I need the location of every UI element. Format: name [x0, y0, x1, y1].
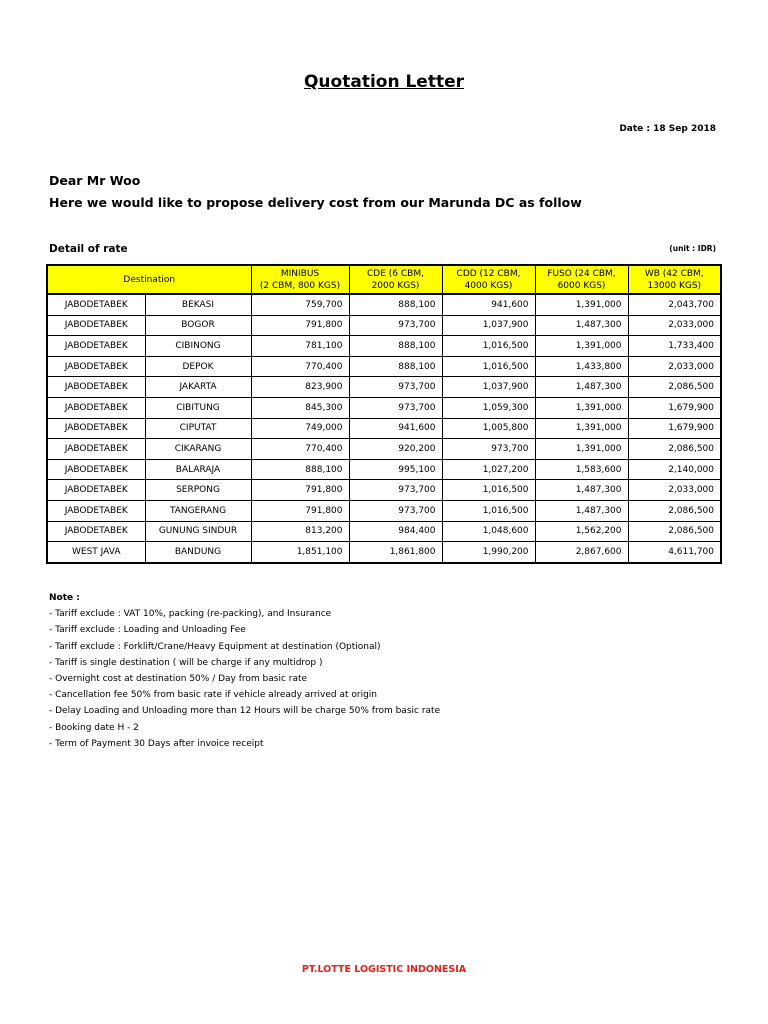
rate-cell: 1,679,900 [628, 418, 721, 439]
note-item: - Booking date H - 2 [49, 722, 139, 733]
rate-cell: 1,990,200 [442, 542, 535, 563]
city-cell: DEPOK [145, 356, 251, 377]
table-row [47, 294, 721, 315]
rate-cell: 1,487,300 [535, 480, 628, 501]
rate-cell: 770,400 [251, 356, 349, 377]
rate-cell: 791,800 [251, 500, 349, 521]
table-row [47, 480, 721, 501]
rate-cell: 1,861,800 [349, 542, 442, 563]
header-wb: WB (42 CBM, 13000 KGS) [628, 265, 721, 294]
note-item: - Overnight cost at destination 50% / Day from basic rate [49, 674, 308, 685]
table-row [47, 542, 721, 563]
note-item: - Term of Payment 30 Days after invoice receipt [49, 738, 264, 749]
region-cell: JABODETABEK [47, 336, 145, 357]
rate-cell: 1,487,300 [535, 315, 628, 336]
rate-cell: 1,005,800 [442, 418, 535, 439]
rate-table [46, 264, 722, 564]
rate-cell: 1,433,800 [535, 356, 628, 377]
table-row [47, 315, 721, 336]
note-item: - Delay Loading and Unloading more than 12 Hours will be charge 50% from basic rate [49, 706, 441, 717]
table-row [47, 397, 721, 418]
note-item: - Tariff exclude : VAT 10%, packing (re-packing), and Insurance [49, 609, 332, 620]
rate-cell: 1,583,600 [535, 459, 628, 480]
unit-label: (unit : IDR) [669, 244, 716, 253]
region-cell: JABODETABEK [47, 377, 145, 398]
table-header-row [47, 265, 721, 294]
region-cell: JABODETABEK [47, 418, 145, 439]
company-footer: PT.LOTTE LOGISTIC INDONESIA [301, 964, 467, 975]
rate-cell: 984,400 [349, 521, 442, 542]
rate-cell: 973,700 [349, 377, 442, 398]
rate-cell: 759,700 [251, 294, 349, 315]
rate-cell: 2,033,000 [628, 315, 721, 336]
table-row [47, 356, 721, 377]
rate-cell: 2,086,500 [628, 521, 721, 542]
rate-cell: 2,086,500 [628, 500, 721, 521]
rate-cell: 749,000 [251, 418, 349, 439]
table-row [47, 459, 721, 480]
rate-cell: 2,086,500 [628, 377, 721, 398]
rate-cell: 1,562,200 [535, 521, 628, 542]
detail-of-rate-label: Detail of rate [49, 243, 128, 255]
note-title: Note : [49, 593, 80, 603]
rate-cell: 2,086,500 [628, 439, 721, 460]
city-cell: JAKARTA [145, 377, 251, 398]
city-cell: CIKARANG [145, 439, 251, 460]
region-cell: JABODETABEK [47, 397, 145, 418]
header-minibus: MINIBUS (2 CBM, 800 KGS) [251, 265, 349, 294]
rate-cell: 888,100 [349, 356, 442, 377]
table-row [47, 439, 721, 460]
table-row [47, 336, 721, 357]
rate-cell: 2,140,000 [628, 459, 721, 480]
rate-cell: 2,033,000 [628, 480, 721, 501]
rate-cell: 4,611,700 [628, 542, 721, 563]
rate-cell: 2,867,600 [535, 542, 628, 563]
rate-cell: 1,391,000 [535, 397, 628, 418]
city-cell: BEKASI [145, 294, 251, 315]
rate-cell: 1,733,400 [628, 336, 721, 357]
notes-section [49, 590, 440, 752]
rate-cell: 1,037,900 [442, 315, 535, 336]
city-cell: BANDUNG [145, 542, 251, 563]
rate-cell: 845,300 [251, 397, 349, 418]
city-cell: BALARAJA [145, 459, 251, 480]
rate-cell: 781,100 [251, 336, 349, 357]
note-item: - Tariff exclude : Forklift/Crane/Heavy Equipment at destination (Optional) [49, 641, 381, 652]
rate-cell: 770,400 [251, 439, 349, 460]
city-cell: SERPONG [145, 480, 251, 501]
region-cell: JABODETABEK [47, 480, 145, 501]
rate-cell: 973,700 [349, 480, 442, 501]
rate-cell: 941,600 [442, 294, 535, 315]
document-title: Quotation Letter [303, 72, 464, 92]
rate-cell: 1,016,500 [442, 500, 535, 521]
region-cell: JABODETABEK [47, 521, 145, 542]
rate-cell: 1,059,300 [442, 397, 535, 418]
city-cell: CIPUTAT [145, 418, 251, 439]
region-cell: JABODETABEK [47, 500, 145, 521]
rate-cell: 1,037,900 [442, 377, 535, 398]
rate-cell: 2,043,700 [628, 294, 721, 315]
rate-cell: 1,027,200 [442, 459, 535, 480]
note-item: - Tariff is single destination ( will be charge if any multidrop ) [49, 657, 323, 668]
header-destination: Destination [47, 265, 251, 294]
rate-cell: 1,487,300 [535, 500, 628, 521]
city-cell: BOGOR [145, 315, 251, 336]
rate-cell: 813,200 [251, 521, 349, 542]
region-cell: JABODETABEK [47, 459, 145, 480]
rate-cell: 888,100 [251, 459, 349, 480]
rate-cell: 1,391,000 [535, 418, 628, 439]
rate-cell: 973,700 [349, 397, 442, 418]
table-row [47, 521, 721, 542]
city-cell: CIBINONG [145, 336, 251, 357]
header-cde: CDE (6 CBM, 2000 KGS) [349, 265, 442, 294]
rate-cell: 941,600 [349, 418, 442, 439]
rate-cell: 1,016,500 [442, 356, 535, 377]
region-cell: JABODETABEK [47, 315, 145, 336]
rate-cell: 973,700 [349, 315, 442, 336]
intro-text: Here we would like to propose delivery cost from our Marunda DC as follow [49, 195, 582, 210]
document-date: Date : 18 Sep 2018 [619, 124, 716, 134]
rate-cell: 1,391,000 [535, 336, 628, 357]
rate-cell: 791,800 [251, 480, 349, 501]
rate-cell: 823,900 [251, 377, 349, 398]
rate-cell: 1,487,300 [535, 377, 628, 398]
rate-cell: 1,016,500 [442, 480, 535, 501]
rate-cell: 791,800 [251, 315, 349, 336]
rate-cell: 1,851,100 [251, 542, 349, 563]
rate-cell: 1,391,000 [535, 439, 628, 460]
rate-cell: 1,016,500 [442, 336, 535, 357]
region-cell: JABODETABEK [47, 356, 145, 377]
header-cdd: CDD (12 CBM, 4000 KGS) [442, 265, 535, 294]
rate-cell: 888,100 [349, 294, 442, 315]
rate-cell: 995,100 [349, 459, 442, 480]
region-cell: JABODETABEK [47, 294, 145, 315]
note-item: - Tariff exclude : Loading and Unloading Fee [49, 625, 246, 636]
rate-cell: 1,391,000 [535, 294, 628, 315]
table-row [47, 377, 721, 398]
rate-cell: 973,700 [442, 439, 535, 460]
region-cell: JABODETABEK [47, 439, 145, 460]
rate-cell: 920,200 [349, 439, 442, 460]
rate-cell: 973,700 [349, 500, 442, 521]
rate-cell: 888,100 [349, 336, 442, 357]
rate-cell: 2,033,000 [628, 356, 721, 377]
rate-cell: 1,048,600 [442, 521, 535, 542]
table-row [47, 500, 721, 521]
city-cell: GUNUNG SINDUR [145, 521, 251, 542]
city-cell: CIBITUNG [145, 397, 251, 418]
rate-cell: 1,679,900 [628, 397, 721, 418]
table-row [47, 418, 721, 439]
city-cell: TANGERANG [145, 500, 251, 521]
header-fuso: FUSO (24 CBM, 6000 KGS) [535, 265, 628, 294]
region-cell: WEST JAVA [47, 542, 145, 563]
note-item: - Cancellation fee 50% from basic rate if vehicle already arrived at origin [49, 690, 377, 701]
greeting: Dear Mr Woo [49, 173, 141, 188]
